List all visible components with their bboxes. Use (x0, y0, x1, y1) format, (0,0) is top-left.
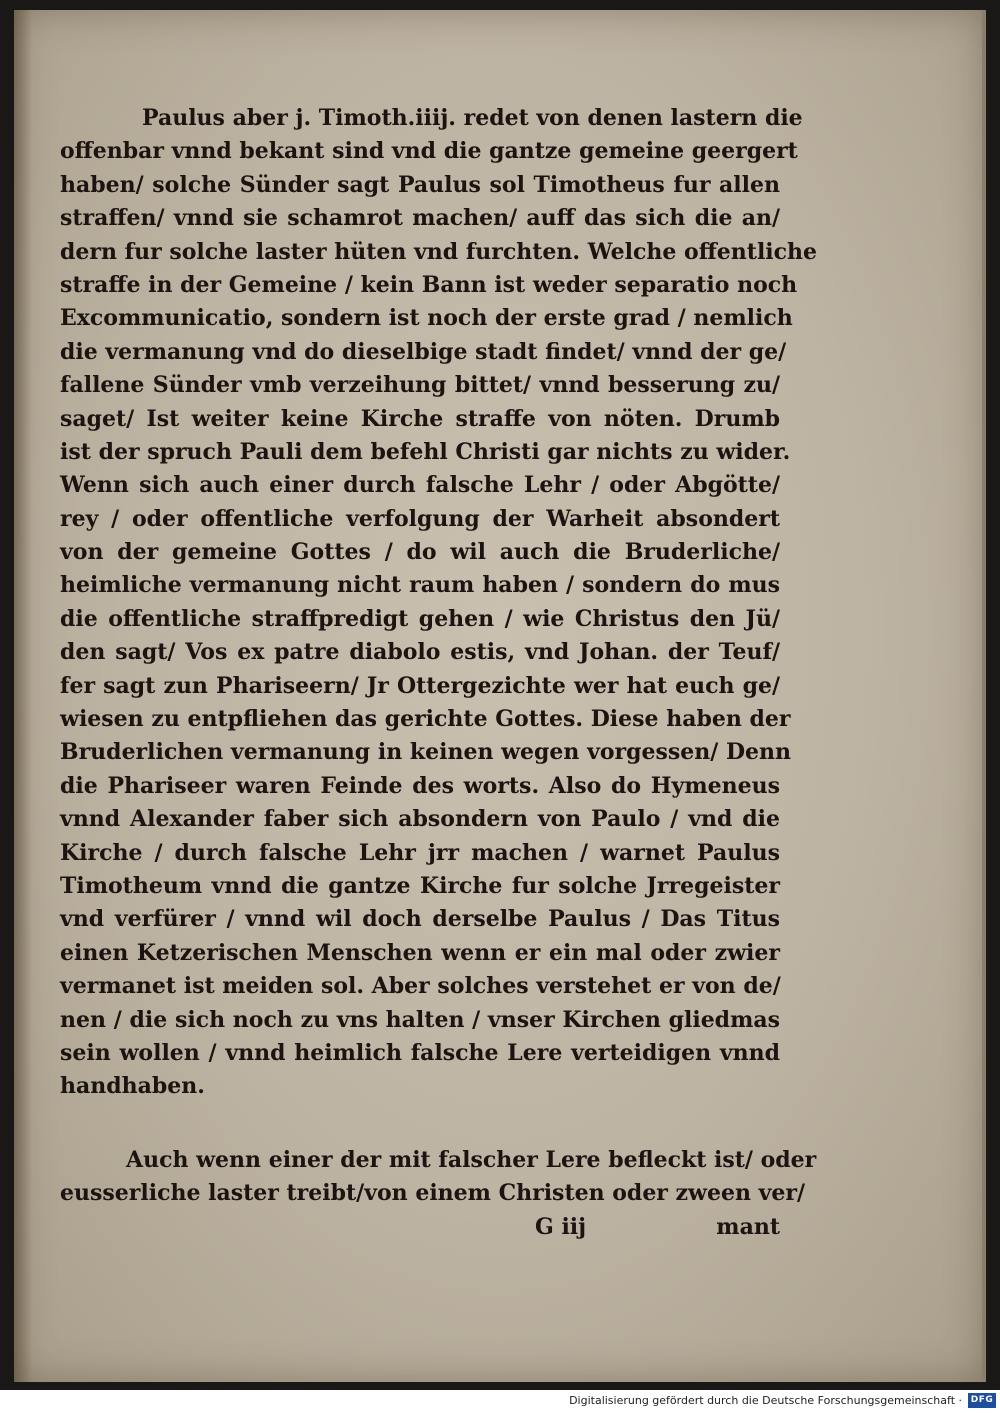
signature-mark: G iij (535, 1213, 587, 1240)
text-line: vnd verfürer / vnnd wil doch derselbe Paulus / Das Titus (60, 906, 780, 933)
main-text (60, 102, 818, 1245)
text-line: ist der spruch Pauli dem befehl Christi gar nichts zu wider. (60, 438, 791, 465)
text-line: die Phariseer waren Feinde des worts. Also do Hymeneus (60, 772, 780, 799)
text-line: Auch wenn einer der mit falscher Lere befleckt ist/ oder (126, 1146, 817, 1173)
page-foot-line (60, 1211, 780, 1245)
text-line: Bruderlichen vermanung in keinen wegen vorgessen/ Denn (60, 739, 792, 766)
text-line: fer sagt zun Phariseern/ Jr Ottergezichte wer hat euch ge/ (60, 672, 780, 699)
text-line: dern fur solche laster hüten vnd furchten. Welche offentliche (60, 238, 818, 265)
text-line: Kirche / durch falsche Lehr jrr machen / warnet Paulus (60, 839, 780, 866)
catchword: mant (716, 1213, 780, 1240)
text-line: vermanet ist meiden sol. Aber solches verstehet er von de/ (60, 973, 781, 1000)
text-line: nen / die sich noch zu vns halten / vnser Kirchen gliedmas (60, 1006, 780, 1033)
text-line: saget/ Ist weiter keine Kirche straffe von nöten. Drumb (60, 405, 780, 432)
footer-bar (0, 1390, 1000, 1413)
text-line: haben/ solche Sünder sagt Paulus sol Timotheus fur allen (60, 171, 780, 198)
text-line: die offentliche straffpredigt gehen / wie Christus den Jü/ (60, 605, 780, 632)
text-line: Paulus aber j. Timoth.iiij. redet von denen lastern die (142, 105, 803, 131)
text-line: Excommunicatio, sondern ist noch der erste grad / nemlich (60, 305, 793, 332)
paragraph-gap (60, 1104, 780, 1144)
text-line: einen Ketzerischen Menschen wenn er ein mal oder zwier (60, 939, 780, 966)
text-line: fallene Sünder vmb verzeihung bittet/ vnnd besserung zu/ (60, 372, 780, 399)
text-line: Wenn sich auch einer durch falsche Lehr / oder Abgötte/ (60, 472, 780, 499)
text-line: eusserliche laster treibt/von einem Christen oder zween ver/ (60, 1180, 806, 1207)
text-line: vnnd Alexander faber sich absondern von Paulo / vnd die (60, 806, 780, 833)
funding-notice: Digitalisierung gefördert durch die Deutsche Forschungsgemeinschaft · (569, 1394, 962, 1407)
text-line: handhaben. (60, 1073, 205, 1100)
text-line: offenbar vnnd bekant sind vnd die gantze gemeine geergert (60, 138, 798, 165)
text-line: sein wollen / vnnd heimlich falsche Lere verteidigen vnnd (60, 1039, 780, 1066)
text-line: Timotheum vnnd die gantze Kirche fur solche Jrregeister (60, 872, 780, 899)
book-page (14, 10, 986, 1382)
text-line: straffen/ vnnd sie schamrot machen/ auff das sich die an/ (60, 205, 780, 232)
text-line: wiesen zu entpfliehen das gerichte Gottes. Diese haben der (60, 706, 791, 733)
dfg-logo-icon: DFG (968, 1393, 996, 1408)
page-edge (982, 10, 986, 1382)
text-line: rey / oder offentliche verfolgung der Warheit absondert (60, 505, 780, 532)
text-line: von der gemeine Gottes / do wil auch die Bruderliche/ (60, 539, 780, 566)
text-line: die vermanung vnd do dieselbige stadt findet/ vnnd der ge/ (60, 338, 787, 365)
text-line: straffe in der Gemeine / kein Bann ist weder separatio noch (60, 271, 798, 298)
text-line: den sagt/ Vos ex patre diabolo estis, vnd Johan. der Teuf/ (60, 639, 780, 666)
text-line: heimliche vermanung nicht raum haben / sondern do mus (60, 572, 780, 599)
